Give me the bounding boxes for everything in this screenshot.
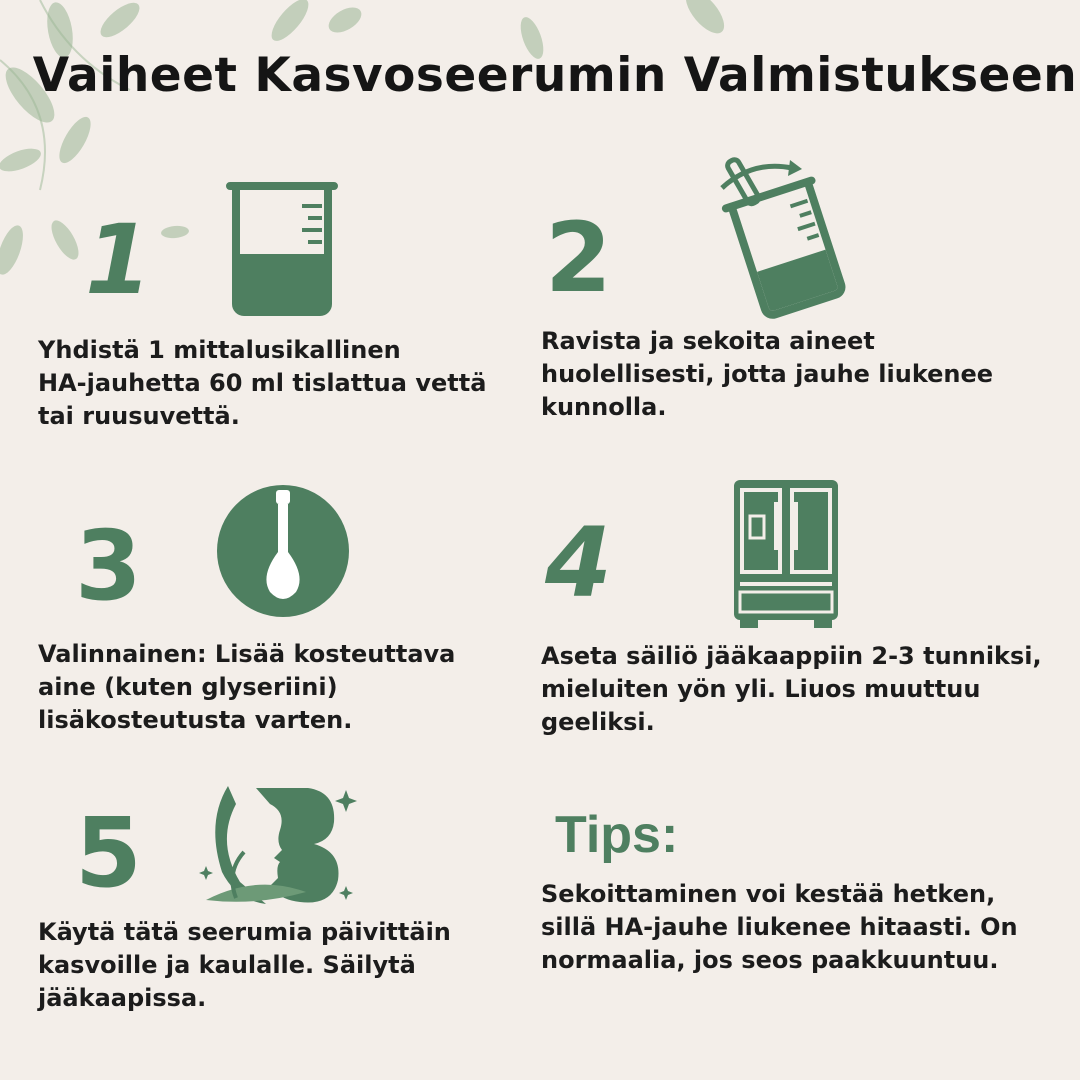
tips-heading: Tips: (555, 806, 679, 864)
step-text: Käytä tätä seerumia päivittäin kasvoille ja kaulalle. Säilytä jääkaapissa. (38, 918, 451, 1012)
step-text: Yhdistä 1 mittalusikallinen HA-jauhetta 60 ml tislattua vettä tai ruusuvettä. (38, 336, 487, 430)
tips-text: Sekoittaminen voi kestää hetken, sillä HA-jauhe liukenee hitaasti. On normaalia, jos seos paakkuuntuu. (541, 880, 1018, 974)
dropper-icon (216, 484, 350, 618)
page-title: Vaiheet Kasvoseerumin Valmistukseen (32, 48, 1078, 103)
step-number: 4 (545, 507, 612, 619)
step-text: Aseta säiliö jääkaappiin 2-3 tunniksi, mieluiten yön yli. Liuos muuttuu geeliksi. (541, 642, 1042, 736)
leaves-decoration (0, 0, 1080, 300)
refrigerator-icon (734, 480, 838, 628)
step-number: 1 (85, 204, 152, 316)
face-leaves-icon (196, 782, 366, 912)
beaker-icon (222, 180, 342, 320)
step-number: 3 (75, 510, 142, 622)
step-text: Ravista ja sekoita aineet huolellisesti, jotta jauhe liukenee kunnolla. (541, 327, 994, 421)
stirring-beaker-icon (712, 150, 862, 320)
step-text: Valinnainen: Lisää kosteuttava aine (kuten glyseriini) lisäkosteutusta varten. (38, 640, 456, 734)
step-number: 5 (75, 797, 142, 909)
step-number: 2 (545, 202, 612, 314)
